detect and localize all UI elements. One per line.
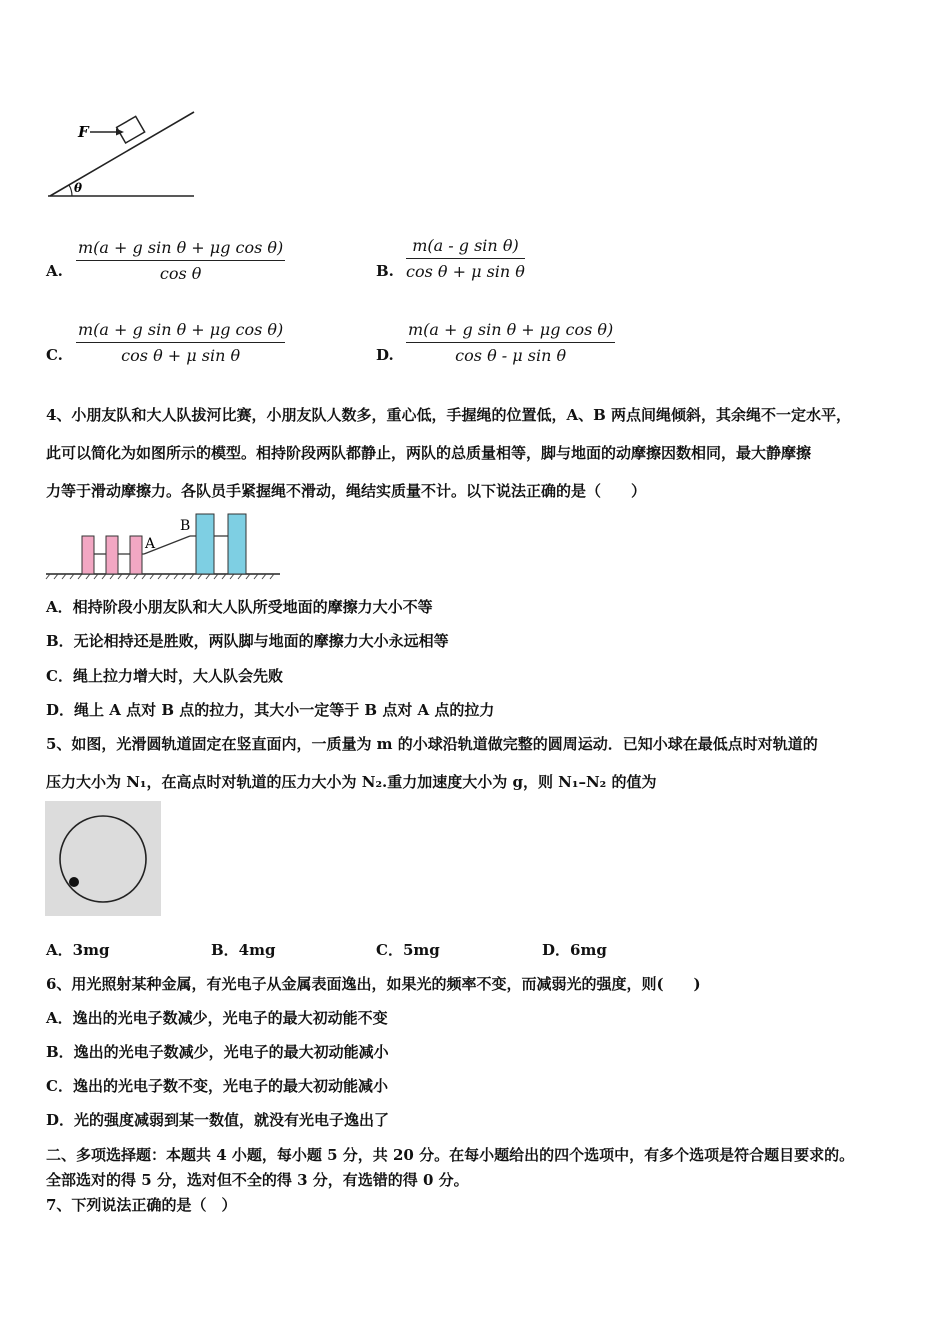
tug-of-war-figure [44, 506, 284, 582]
q6-stem: 6、用光照射某种金属，有光电子从金属表面逸出，如果光的频率不变，而减弱光的强度，则( ) [46, 975, 701, 993]
q7-stem: 7、下列说法正确的是（ ） [46, 1196, 237, 1214]
child-block [106, 536, 118, 574]
option-label: B. [376, 262, 394, 280]
denominator: cos θ + μ sin θ [121, 346, 241, 365]
q6-option-b[interactable]: B．逸出的光电子数减少，光电子的最大初动能减小 [46, 1043, 389, 1061]
angle-label: θ [74, 181, 83, 195]
q4-option-b[interactable]: B．无论相持还是胜败，两队脚与地面的摩擦力大小永远相等 [46, 632, 449, 650]
q5-stem-line-2: 压力大小为 N₁，在高点时对轨道的压力大小为 N₂.重力加速度大小为 g，则 N₁–N₂ 的值为 [46, 773, 657, 791]
incline-block [117, 116, 145, 143]
option-label: D. [376, 346, 394, 364]
numerator: m(a + g sin θ + μg cos θ) [76, 320, 285, 343]
q4-option-c[interactable]: C．绳上拉力增大时，大人队会先败 [46, 667, 283, 685]
q6-option-d[interactable]: D．光的强度减弱到某一数值，就没有光电子逸出了 [46, 1111, 390, 1129]
incline-figure [44, 104, 204, 204]
denominator: cos θ - μ sin θ [455, 346, 567, 365]
denominator: cos θ + μ sin θ [406, 262, 525, 281]
fraction [406, 236, 525, 281]
q5-option-d[interactable]: D．6mg [542, 941, 607, 959]
q5-option-a[interactable]: A．3mg [46, 941, 110, 959]
numerator: m(a - g sin θ) [406, 236, 525, 259]
adult-block [196, 514, 214, 574]
adult-block [228, 514, 246, 574]
q4-option-d[interactable]: D．绳上 A 点对 B 点的拉力，其大小一定等于 B 点对 A 点的拉力 [46, 701, 495, 719]
numerator: m(a + g sin θ + μg cos θ) [76, 238, 285, 261]
q5-stem-line-1: 5、如图，光滑圆轨道固定在竖直面内，一质量为 m 的小球沿轨道做完整的圆周运动．已知小球在最低点时对轨道的 [46, 735, 818, 753]
fraction [76, 320, 285, 365]
q4-stem-line-1: 4、小朋友队和大人队拔河比赛，小朋友队人数多，重心低，手握绳的位置低，A、B 两点间绳倾斜，其余绳不一定水平， [46, 406, 851, 424]
q5-option-c[interactable]: C．5mg [376, 941, 440, 959]
option-label: A. [46, 262, 63, 280]
child-block [130, 536, 142, 574]
denominator: cos θ [159, 264, 202, 283]
point-b-label: B [180, 518, 191, 534]
q6-option-c[interactable]: C．逸出的光电子数不变，光电子的最大初动能减小 [46, 1077, 388, 1095]
numerator: m(a + g sin θ + μg cos θ) [406, 320, 615, 343]
option-label: C. [46, 346, 63, 364]
q4-stem-line-2: 此可以简化为如图所示的模型。相持阶段两队都静止，两队的总质量相等，脚与地面的动摩擦因数相同，最大静摩擦 [46, 444, 812, 462]
section-2-heading-line-1: 二、多项选择题：本题共 4 小题，每小题 5 分，共 20 分。在每小题给出的四个选项中，有多个选项是符合题目要求的。 [46, 1146, 855, 1164]
section-2-heading-line-2: 全部选对的得 5 分，选对但不全的得 3 分，有选错的得 0 分。 [46, 1171, 469, 1189]
q5-option-b[interactable]: B．4mg [211, 941, 276, 959]
child-block [82, 536, 94, 574]
q4-stem-line-3: 力等于滑动摩擦力。各队员手紧握绳不滑动，绳结实质量不计。以下说法正确的是（ ） [46, 482, 647, 500]
ball [69, 877, 79, 887]
force-label: F [78, 123, 89, 141]
circular-track-photo [45, 801, 161, 916]
fraction [76, 238, 285, 283]
q6-option-a[interactable]: A．逸出的光电子数减少，光电子的最大初动能不变 [46, 1009, 388, 1027]
point-a-label: A [145, 536, 156, 552]
q4-option-a[interactable]: A．相持阶段小朋友队和大人队所受地面的摩擦力大小不等 [46, 598, 433, 616]
angle-arc [69, 185, 72, 196]
fraction [406, 320, 615, 365]
